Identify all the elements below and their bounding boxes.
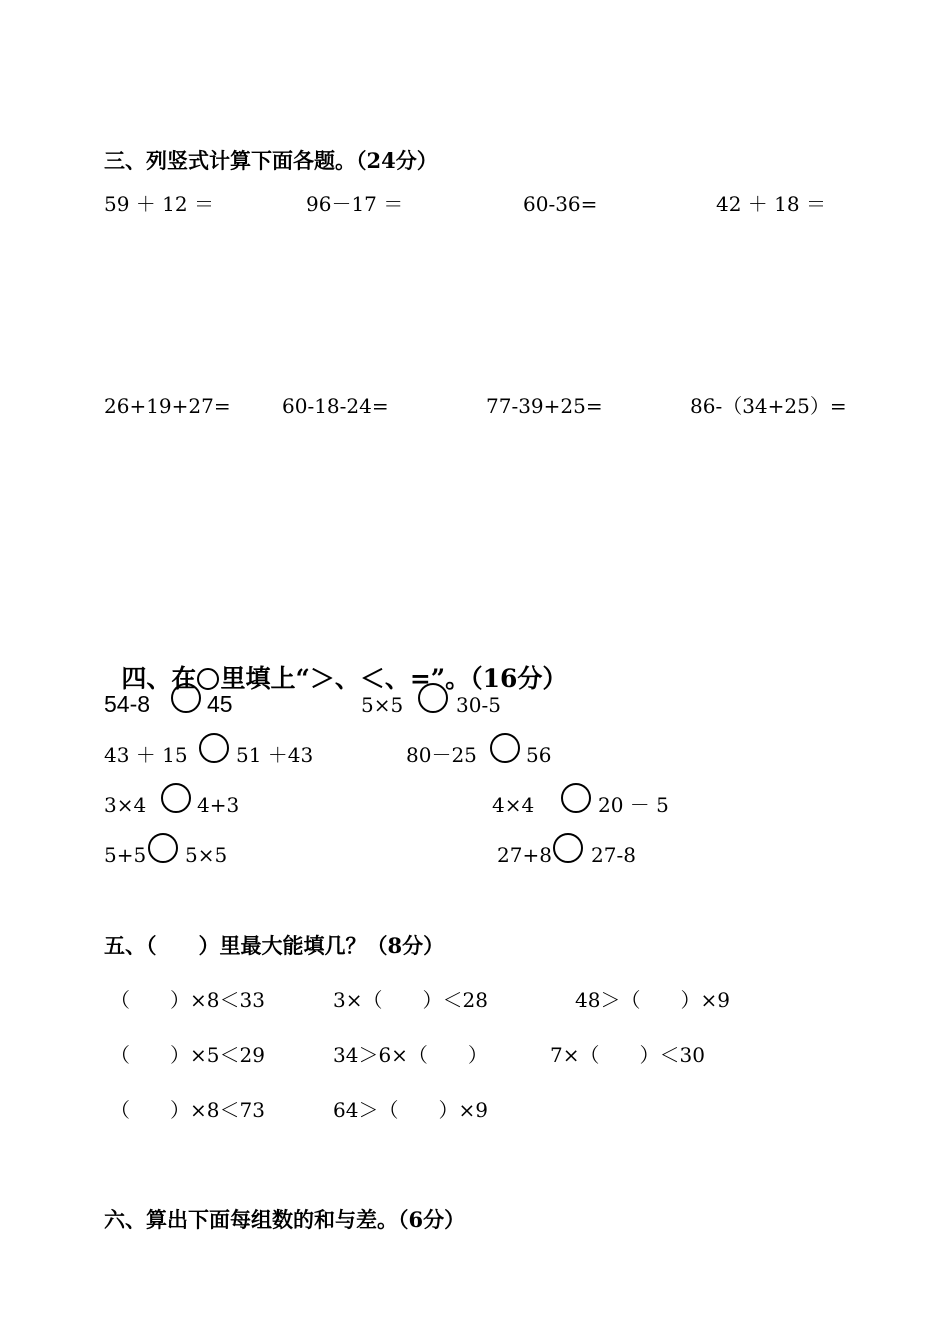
answer-circle[interactable]	[161, 783, 191, 813]
problem-3-8: 86-（34+25）=	[690, 394, 847, 418]
blank-problem-1: （ ）×8＜33	[110, 988, 265, 1012]
compare-2-right: 30-5	[456, 693, 501, 717]
answer-circle[interactable]	[148, 833, 178, 863]
compare-5-right: 4+3	[197, 793, 240, 817]
blank-problem-3: 48＞（ ）×9	[575, 988, 730, 1012]
compare-1-left: 54-8	[104, 691, 151, 717]
compare-3-left: 43 ＋ 15	[104, 743, 188, 767]
section-4-heading	[104, 641, 567, 691]
compare-7-right: 5×5	[185, 843, 228, 867]
heading-prefix: 四、在	[121, 664, 197, 693]
section-6-heading: 六、算出下面每组数的和与差。（6分）	[104, 1207, 466, 1232]
circle-symbol-icon	[197, 668, 219, 690]
answer-circle[interactable]	[561, 783, 591, 813]
compare-4-right: 56	[526, 743, 552, 767]
compare-1-right: 45	[207, 691, 233, 717]
compare-2-left: 5×5	[361, 693, 404, 717]
blank-problem-2: 3×（ ）＜28	[333, 988, 488, 1012]
compare-5-left: 3×4	[104, 793, 147, 817]
blank-problem-7: （ ）×8＜73	[110, 1098, 265, 1122]
compare-7-left: 5+5	[104, 843, 147, 867]
answer-circle[interactable]	[199, 733, 229, 763]
section-3-heading: 三、列竖式计算下面各题。（24分）	[104, 148, 438, 173]
blank-problem-8: 64＞（ ）×9	[333, 1098, 488, 1122]
compare-8-right: 27-8	[591, 843, 636, 867]
blank-problem-4: （ ）×5＜29	[110, 1043, 265, 1067]
problem-3-5: 26+19+27=	[104, 394, 231, 418]
blank-problem-5: 34＞6×（ ）	[333, 1043, 488, 1067]
compare-6-left: 4×4	[492, 793, 535, 817]
blank-problem-6: 7×（ ）＜30	[550, 1043, 705, 1067]
problem-3-1: 59 ＋ 12 ＝	[104, 192, 214, 216]
compare-8-left: 27+8	[497, 843, 552, 867]
answer-circle[interactable]	[553, 833, 583, 863]
problem-3-2: 96－17 ＝	[306, 192, 404, 216]
answer-circle[interactable]	[418, 683, 448, 713]
problem-3-3: 60-36=	[523, 192, 598, 216]
compare-4-left: 80－25	[406, 743, 477, 767]
problem-3-7: 77-39+25=	[486, 394, 603, 418]
answer-circle[interactable]	[490, 733, 520, 763]
answer-circle[interactable]	[171, 683, 201, 713]
compare-3-right: 51 ＋43	[236, 743, 314, 767]
problem-3-4: 42 ＋ 18 ＝	[716, 192, 826, 216]
compare-6-right: 20 － 5	[598, 793, 669, 817]
heading-suffix: 里填上“＞、＜、=”。（16分）	[220, 664, 568, 693]
section-5-heading: 五、（ ）里最大能填几？（8分）	[104, 933, 445, 958]
problem-3-6: 60-18-24=	[282, 394, 389, 418]
